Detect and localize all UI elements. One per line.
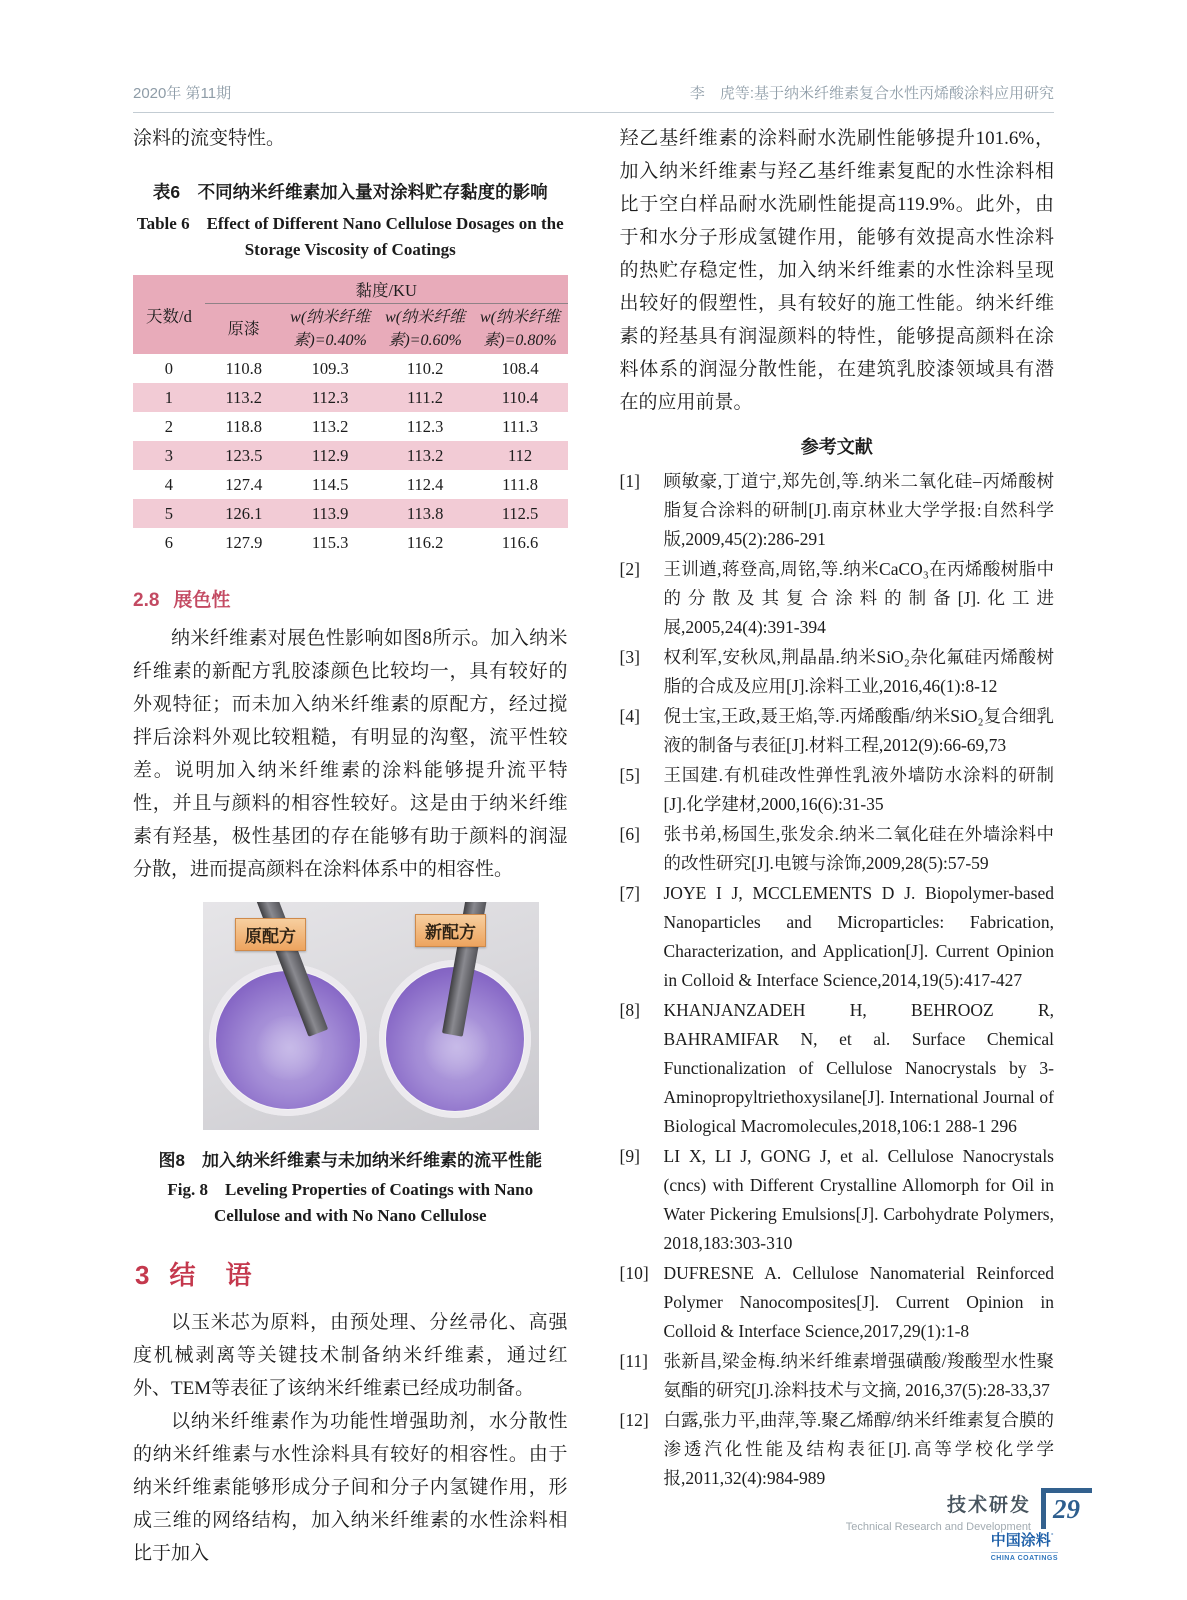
footer-label-zh: 技术研发: [946, 1495, 1031, 1516]
references-heading: 参考文献: [800, 437, 873, 457]
reference-number: [1]: [619, 471, 640, 491]
table6-span-header: 黏度/KU: [205, 275, 568, 304]
reference-item: [620, 1406, 1055, 1493]
reference-number: [3]: [619, 647, 640, 667]
page-number: 29: [1053, 1494, 1080, 1524]
reference-item: [620, 1142, 1055, 1258]
intro-continuation-line: 涂料的流变特性。: [133, 128, 286, 149]
reference-text: 王国建.有机硅改性弹性乳液外墙防水涂料的研制[J].化学建材,2000,16(6):31-35: [663, 765, 1054, 814]
reference-item: [620, 1259, 1055, 1346]
table-cell: 118.8: [225, 416, 263, 436]
figure8-caption-en: [133, 1177, 568, 1229]
reference-text: KHANJANZADEH H, BEHROOZ R, BAHRAMIFAR N, et al. Surface Chemical Functionalization of Cellulose Nanocrystals by 3-Aminopropyltriethoxysilane[J]. International Journal of Biological Macromolecules,2018,106:1 288-1 296: [663, 1000, 1054, 1136]
table-cell: 114.5: [311, 474, 349, 494]
table-cell: 127.4: [225, 474, 263, 494]
reference-number: [6]: [619, 824, 640, 844]
table6-subheader: w(纳米纤维素)=0.40%: [290, 309, 371, 349]
table-cell: 3: [164, 445, 174, 465]
table-cell: 112.3: [311, 387, 349, 407]
page-footer: [846, 1488, 1092, 1533]
reference-list: [620, 467, 1055, 1493]
table-row: [133, 499, 568, 528]
table-cell: 0: [164, 358, 174, 378]
reference-item: [620, 879, 1055, 995]
table-cell: 110.4: [501, 387, 539, 407]
header-running-title: 李 虎等:基于纳米纤维素复合水性丙烯酸涂料应用研究: [689, 85, 1054, 102]
table-cell: 123.5: [225, 445, 263, 465]
page-header: [133, 82, 1054, 113]
table-body: [133, 354, 568, 557]
reference-text: 张新昌,梁金梅.纳米纤维素增强磺酸/羧酸型水性聚氨酯的研究[J].涂料技术与文摘, 2016,37(5):28-33,37: [663, 1351, 1054, 1400]
table6-title-en: [133, 211, 568, 263]
right-continuation-paragraph: 羟乙基纤维素的涂料耐水洗刷性能够提升101.6%，加入纳米纤维素与羟乙基纤维素复配的水性涂料相比于空白样品耐水洗刷性能提高119.9%。此外，由于和水分子形成氢键作用，能够有效提高水性涂料的热贮存稳定性，加入纳米纤维素的水性涂料呈现出较好的假塑性，具有较好的施工性能。纳米纤维素的羟基具有润湿颜料的特性，能够提高颜料在涂料体系的润湿分散性能，在建筑乳胶漆领域具有潜在的应用前景。: [619, 128, 1054, 413]
reference-item: [620, 702, 1055, 760]
table-cell: 116.6: [501, 532, 539, 552]
china-coatings-logo: [991, 1533, 1058, 1562]
table-row: [133, 383, 568, 412]
reference-item: [620, 643, 1055, 701]
figure8-caption-zh: 图8 加入纳米纤维素与未加纳米纤维素的流平性能: [158, 1151, 542, 1170]
reference-text: DUFRESNE A. Cellulose Nanomaterial Reinforced Polymer Nanocomposites[J]. Current Opinion in Colloid & Interface Science,2017,29(1):1-8: [663, 1263, 1054, 1341]
section-3-number: 3: [135, 1260, 152, 1290]
table-cell: 6: [164, 532, 174, 552]
table-cell: 112: [507, 445, 533, 465]
table-cell: 111.2: [407, 387, 444, 407]
table-row: [133, 354, 568, 383]
reference-number: [4]: [619, 706, 640, 726]
figure8-caption-en-line2: Cellulose and with No Nano Cellulose: [214, 1206, 487, 1225]
figure8-label-original: 原配方: [235, 918, 306, 951]
two-column-layout: [133, 122, 1058, 1570]
footer-label-en: Technical Research and Development: [845, 1521, 1031, 1533]
table-cell: 116.2: [406, 532, 444, 552]
table-cell: 113.9: [311, 503, 349, 523]
reference-number: [11]: [619, 1351, 649, 1371]
section-2-8-paragraph: 纳米纤维素对展色性影响如图8所示。加入纳米纤维素的新配方乳胶漆颜色比较均一，具有较好的外观特征；而未加入纳米纤维素的原配方，经过搅拌后涂料外观比较粗糙，有明显的沟壑，流平性较差。说明加入纳米纤维素的涂料能够提升流平特性，并且与颜料的相容性较好。这是由于纳米纤维素有羟基，极性基团的存在能够有助于颜料的润湿分散，进而提高颜料在涂料体系中的相容性。: [133, 628, 568, 880]
logo-text-zh: 中国涂料: [990, 1532, 1051, 1549]
table-cell: 112.9: [311, 445, 349, 465]
table-cell: 110.8: [225, 358, 263, 378]
table-row: [133, 528, 568, 557]
reference-item: [620, 761, 1055, 819]
table-cell: 113.2: [406, 445, 444, 465]
table-cell: 112.4: [406, 474, 444, 494]
logo-registered-mark: ˚: [1050, 1532, 1054, 1542]
reference-number: [5]: [619, 765, 640, 785]
table-cell: 112.3: [406, 416, 444, 436]
reference-item: [620, 555, 1055, 642]
reference-number: [12]: [619, 1410, 649, 1430]
reference-item: [620, 1347, 1055, 1405]
table6-header: [133, 275, 568, 354]
conclusion-paragraph-2: 以纳米纤维素作为功能性增强助剂，水分散性的纳米纤维素与水性涂料具有较好的相容性。由于纳米纤维素能够形成分子间和分子内氢键作用，形成三维的网络结构，加入纳米纤维素的水性涂料相比于加入: [133, 1411, 568, 1564]
table-cell: 5: [164, 503, 174, 523]
table-cell: 113.2: [225, 387, 263, 407]
logo-text-en: CHINA COATINGS: [991, 1552, 1058, 1562]
table-cell: 111.3: [502, 416, 538, 436]
reference-text: LI X, LI J, GONG J, et al. Cellulose Nanocrystals (cncs) with Different Crystalline Allomorph for Oil in Water Pickering Emulsions[J]. Carbohydrate Polymers, 2018,183:303-310: [663, 1146, 1054, 1253]
reference-number: [2]: [619, 559, 640, 579]
figure8-caption-en-line1: Fig. 8 Leveling Properties of Coatings with Nano: [167, 1180, 534, 1199]
reference-text: JOYE I J, MCCLEMENTS D J. Biopolymer-based Nanoparticles and Microparticles: Fabrication, Characterization, and Application[J]. Current Opinion in Colloid & Interface Science,2014,19(5):417-427: [663, 883, 1054, 990]
table-cell: 111.8: [502, 474, 538, 494]
section-2-8-heading: [133, 585, 568, 612]
reference-text: 顾敏豪,丁道宁,郑先创,等.纳米二氧化硅–丙烯酸树脂复合涂料的研制[J].南京林业大学学报:自然科学版,2009,45(2):286-291: [663, 471, 1054, 549]
table6: [133, 275, 568, 557]
table-cell: 113.2: [311, 416, 349, 436]
section-2-8-number: 2.8: [133, 590, 160, 611]
figure8-label-new: 新配方: [415, 914, 486, 947]
table-row: [133, 412, 568, 441]
table6-corner-header: 天数/d: [146, 306, 192, 326]
table6-subheader: 原漆: [227, 320, 260, 338]
table-cell: 110.2: [406, 358, 444, 378]
reference-number: [10]: [619, 1263, 649, 1283]
table-cell: 112.5: [501, 503, 539, 523]
table-row: [133, 470, 568, 499]
table6-title-en-line2: Storage Viscosity of Coatings: [244, 240, 456, 259]
table6-subheader: w(纳米纤维素)=0.80%: [480, 309, 561, 349]
reference-number: [7]: [619, 883, 640, 903]
table-cell: 109.3: [311, 358, 349, 378]
section-2-8-title: 展色性: [173, 590, 231, 611]
reference-number: [9]: [619, 1146, 640, 1166]
reference-text: 王训遒,蒋登高,周铭,等.纳米CaCO₃在丙烯酸树脂中的分散及其复合涂料的制备[J].化工进展,2005,24(4):391-394: [663, 559, 1054, 637]
table-row: [133, 441, 568, 470]
conclusion-paragraph-1: 以玉米芯为原料，由预处理、分丝帚化、高强度机械剥离等关键技术制备纳米纤维素，通过红外、TEM等表征了该纳米纤维素已经成功制备。: [133, 1312, 568, 1399]
reference-text: 张书弟,杨国生,张发余.纳米二氧化硅在外墙涂料中的改性研究[J].电镀与涂饰,2009,28(5):57-59: [663, 824, 1054, 873]
header-issue: 2020年 第11期: [133, 85, 232, 102]
table-cell: 1: [164, 387, 174, 407]
table6-title-zh: 表6 不同纳米纤维素加入量对涂料贮存黏度的影响: [152, 182, 548, 202]
reference-item: [620, 467, 1055, 554]
table6-title-en-line1: Table 6 Effect of Different Nano Cellulose Dosages on the: [136, 214, 564, 233]
table-cell: 127.9: [225, 532, 263, 552]
table-cell: 113.8: [406, 503, 444, 523]
reference-item: [620, 996, 1055, 1141]
left-column: [133, 122, 568, 1570]
table-cell: 115.3: [311, 532, 349, 552]
section-3-heading: [135, 1255, 568, 1292]
table6-subheader: w(纳米纤维素)=0.60%: [385, 309, 466, 349]
figure8-photo: [203, 902, 539, 1130]
table-cell: 108.4: [501, 358, 539, 378]
reference-number: [8]: [619, 1000, 640, 1020]
table-cell: 126.1: [225, 503, 263, 523]
right-column: [619, 122, 1058, 1570]
table-cell: 4: [164, 474, 174, 494]
reference-text: 倪士宝,王政,聂王焰,等.丙烯酸酯/纳米SiO₂复合细乳液的制备与表征[J].材料工程,2012(9):66-69,73: [663, 706, 1054, 755]
page-number-bracket: [1041, 1488, 1092, 1529]
reference-item: [620, 820, 1055, 878]
reference-text: 白露,张力平,曲萍,等.聚乙烯醇/纳米纤维素复合膜的渗透汽化性能及结构表征[J].高等学校化学学报,2011,32(4):984-989: [663, 1410, 1054, 1488]
section-3-title: 结 语: [169, 1260, 254, 1290]
paint-cup-original: [209, 964, 367, 1116]
table-cell: 2: [164, 416, 174, 436]
reference-text: 权利军,安秋凤,荆晶晶.纳米SiO₂杂化氟硅丙烯酸树脂的合成及应用[J].涂料工业,2016,46(1):8-12: [663, 647, 1054, 696]
footer-section-label: [846, 1488, 1031, 1533]
